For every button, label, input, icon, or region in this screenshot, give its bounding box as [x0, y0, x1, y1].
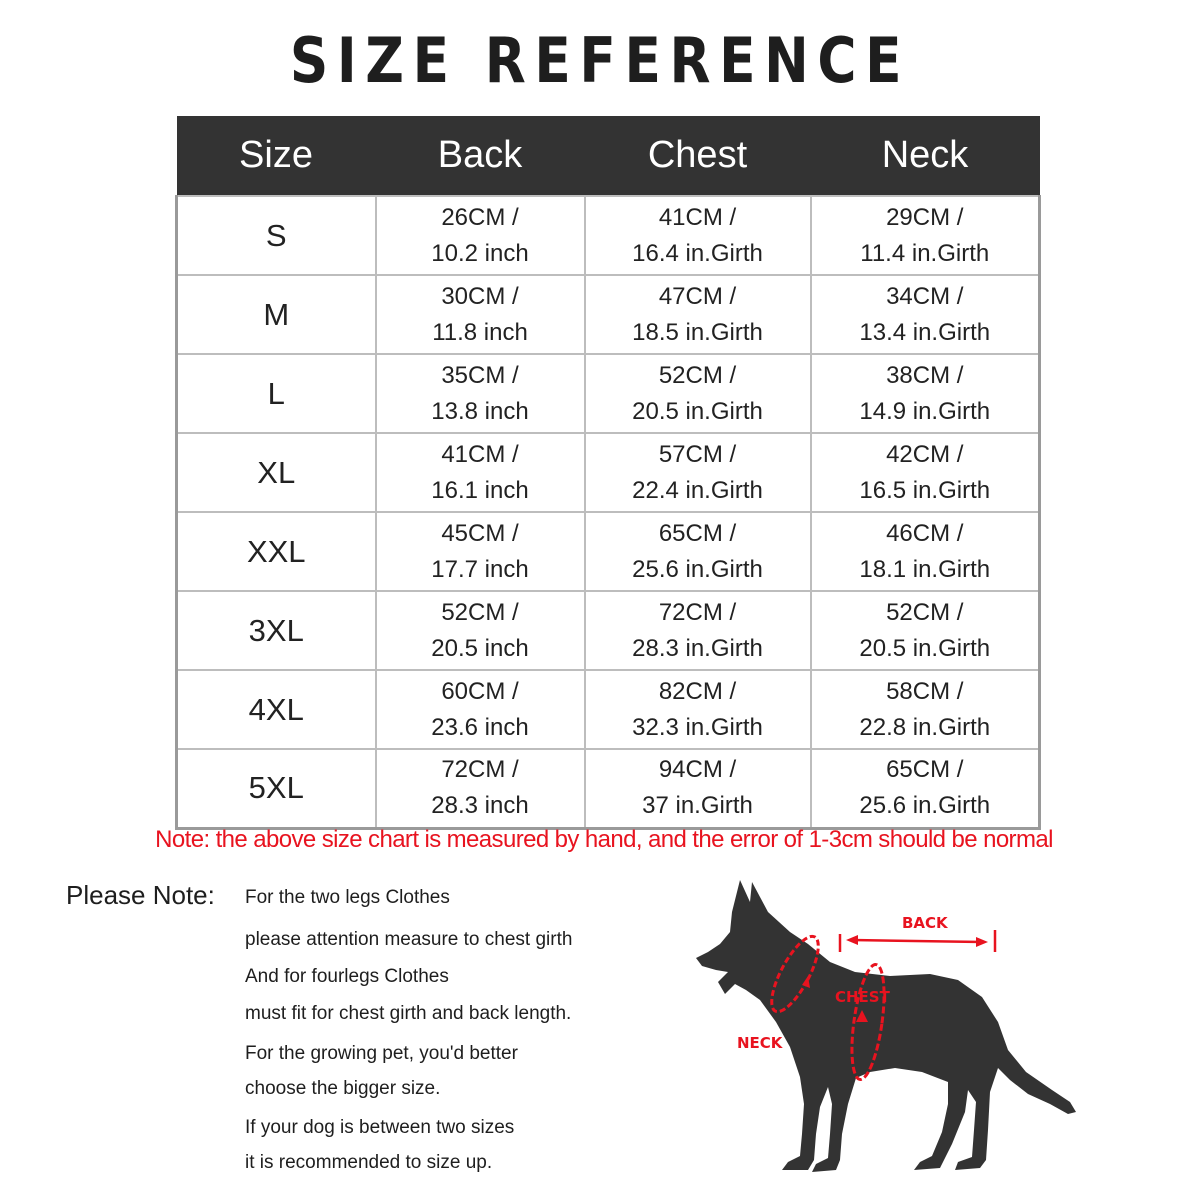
note-line: For the growing pet, you'd better [245, 1043, 518, 1064]
chest-cm: 57CM / [658, 440, 737, 468]
note-line: And for fourlegs Clothes [245, 966, 449, 987]
size-cell: 3XL [177, 591, 376, 670]
back-cell [376, 354, 585, 433]
neck-cell [811, 354, 1040, 433]
neck-cell [811, 512, 1040, 591]
size-cell: 5XL [177, 749, 376, 828]
chest-label: CHEST [835, 988, 890, 1006]
chest-cell [585, 749, 811, 828]
back-cell [376, 433, 585, 512]
table-row [177, 354, 1040, 433]
neck-cell [811, 591, 1040, 670]
size-cell: L [177, 354, 376, 433]
table-row [177, 512, 1040, 591]
back-cell [376, 275, 585, 354]
please-note-label: Please Note: [66, 880, 215, 910]
neck-cm: 52CM / [886, 598, 964, 626]
chest-inch: 37 in.Girth [642, 792, 753, 820]
measurement-error-note: Note: the above size chart is measured by hand, and the error of 1-3cm should be normal [155, 826, 1053, 853]
note-line: choose the bigger size. [245, 1078, 441, 1099]
header-neck: Neck [811, 116, 1040, 196]
chest-cell [585, 512, 811, 591]
size-cell: S [177, 196, 376, 275]
back-cell [376, 591, 585, 670]
neck-label: NECK [737, 1034, 783, 1052]
chest-cm: 41CM / [658, 203, 737, 231]
table-row [177, 670, 1040, 749]
chest-cell [585, 354, 811, 433]
note-line: must fit for chest girth and back length. [245, 1003, 572, 1024]
back-inch: 28.3 inch [431, 792, 529, 820]
table-row [177, 433, 1040, 512]
chest-inch: 16.4 in.Girth [632, 239, 763, 267]
back-inch: 23.6 inch [431, 713, 529, 741]
size-chart-table [175, 116, 1041, 830]
table-header-row [177, 116, 1040, 196]
back-cm: 26CM / [441, 203, 519, 231]
table-row [177, 749, 1040, 828]
back-cell [376, 670, 585, 749]
neck-cm: 34CM / [886, 282, 964, 310]
back-cm: 35CM / [441, 361, 519, 389]
page-title: SIZE REFERENCE [289, 24, 911, 97]
chest-inch: 32.3 in.Girth [632, 713, 763, 741]
chest-cm: 72CM / [658, 598, 737, 626]
header-back: Back [376, 116, 585, 196]
back-cm: 72CM / [441, 756, 519, 784]
neck-inch: 18.1 in.Girth [859, 555, 991, 583]
neck-inch: 11.4 in.Girth [860, 239, 990, 267]
chest-cm: 65CM / [658, 519, 737, 547]
neck-cell [811, 670, 1040, 749]
table-row [177, 196, 1040, 275]
back-cm: 30CM / [441, 282, 519, 310]
neck-cm: 65CM / [886, 756, 964, 784]
neck-inch: 16.5 in.Girth [859, 476, 991, 504]
size-cell: XXL [177, 512, 376, 591]
back-inch: 11.8 inch [432, 318, 528, 346]
chest-cell [585, 275, 811, 354]
chest-cm: 52CM / [658, 361, 737, 389]
chest-cell [585, 433, 811, 512]
back-cell [376, 512, 585, 591]
chest-cell [585, 196, 811, 275]
neck-cm: 42CM / [886, 440, 964, 468]
back-inch: 20.5 inch [431, 634, 529, 662]
chest-cm: 82CM / [658, 677, 737, 705]
header-chest: Chest [585, 116, 811, 196]
chest-cell [585, 670, 811, 749]
note-line: it is recommended to size up. [245, 1152, 493, 1173]
neck-cell [811, 749, 1040, 828]
header-size: Size [177, 116, 376, 196]
chest-cm: 94CM / [658, 756, 737, 784]
neck-inch: 13.4 in.Girth [859, 318, 991, 346]
note-line: please attention measure to chest girth [245, 929, 573, 950]
back-cm: 41CM / [441, 440, 519, 468]
chest-cell [585, 591, 811, 670]
neck-cm: 38CM / [886, 361, 964, 389]
dog-measurement-diagram [690, 872, 1090, 1182]
back-cm: 45CM / [441, 519, 519, 547]
neck-cell [811, 433, 1040, 512]
table-row [177, 275, 1040, 354]
size-cell: M [177, 275, 376, 354]
chest-inch: 22.4 in.Girth [632, 476, 763, 504]
back-label: BACK [902, 914, 948, 932]
back-inch: 13.8 inch [431, 397, 529, 425]
chest-inch: 25.6 in.Girth [632, 555, 763, 583]
neck-inch: 25.6 in.Girth [859, 792, 991, 820]
chest-inch: 20.5 in.Girth [632, 397, 763, 425]
neck-inch: 14.9 in.Girth [859, 397, 991, 425]
neck-cell [811, 196, 1040, 275]
back-inch: 17.7 inch [431, 555, 529, 583]
chest-inch: 18.5 in.Girth [632, 318, 763, 346]
back-inch: 16.1 inch [431, 476, 529, 504]
note-line: For the two legs Clothes [245, 887, 450, 908]
neck-inch: 20.5 in.Girth [859, 634, 991, 662]
back-inch: 10.2 inch [431, 239, 529, 267]
chest-cm: 47CM / [658, 282, 737, 310]
back-cell [376, 196, 585, 275]
table-row [177, 591, 1040, 670]
back-cm: 60CM / [441, 677, 519, 705]
neck-cm: 29CM / [886, 203, 964, 231]
dog-silhouette-icon [690, 872, 1090, 1182]
size-cell: 4XL [177, 670, 376, 749]
note-line: If your dog is between two sizes [245, 1117, 515, 1138]
back-cm: 52CM / [441, 598, 519, 626]
neck-cm: 46CM / [886, 519, 964, 547]
neck-cm: 58CM / [886, 677, 964, 705]
size-cell: XL [177, 433, 376, 512]
back-cell [376, 749, 585, 828]
chest-inch: 28.3 in.Girth [632, 634, 763, 662]
neck-cell [811, 275, 1040, 354]
neck-inch: 22.8 in.Girth [859, 713, 991, 741]
